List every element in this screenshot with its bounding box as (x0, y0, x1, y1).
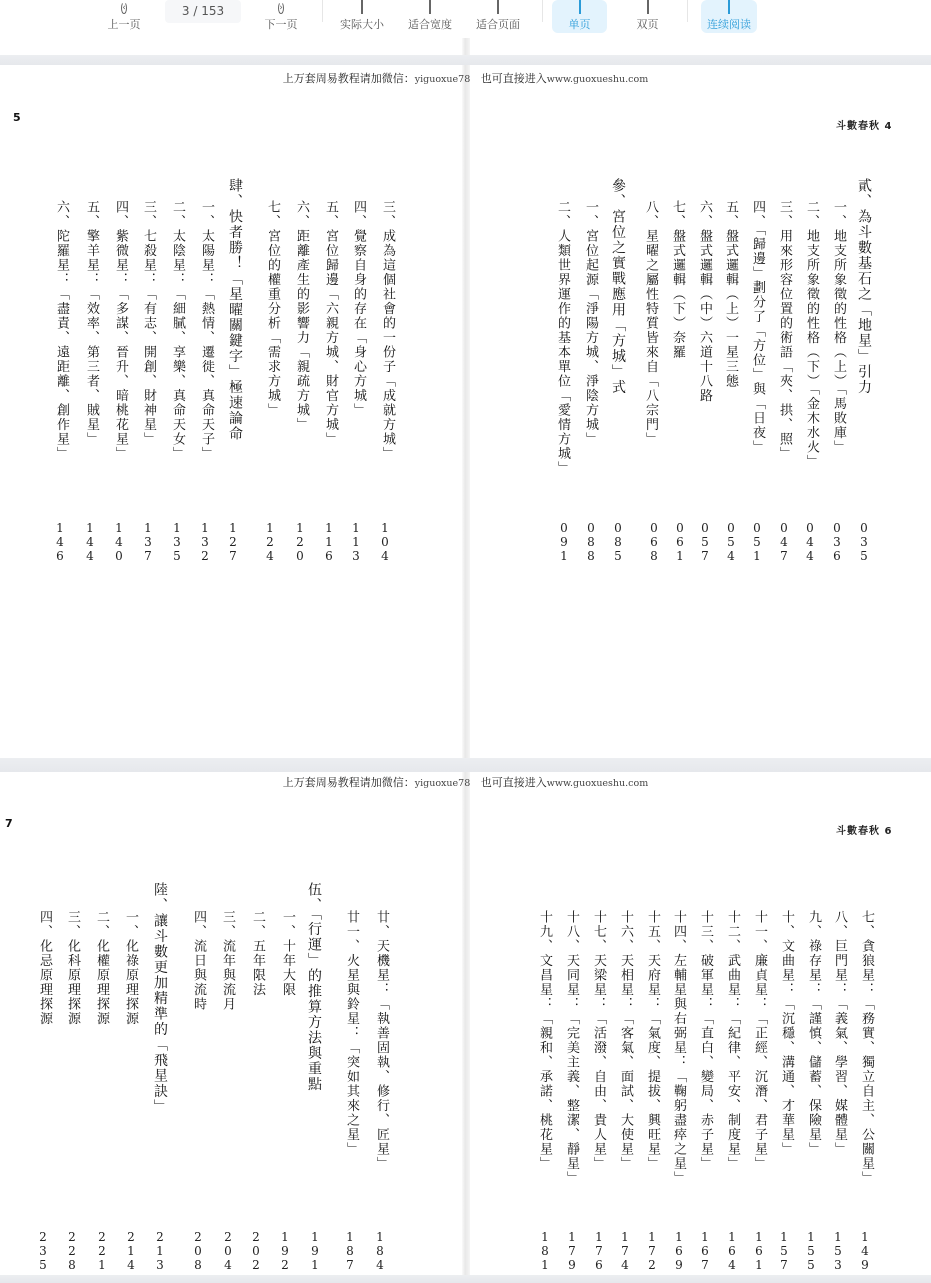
toc-heading: 陸、讓斗數更加精準的「飛星訣」 (152, 882, 168, 1115)
toc-page-number: 1 4 4 (86, 521, 94, 563)
toc-page-number: 0 8 5 (614, 521, 622, 563)
toc-page-number: 0 4 4 (806, 521, 814, 563)
toc-page-number: 0 5 4 (727, 521, 735, 563)
toc-entry: 十二、武曲星：「紀律、平安、制度星」 (725, 910, 740, 1171)
toc-entry: 一、太陽星：「熱情、遷徙、真命天子」 (199, 200, 214, 461)
single-page-button[interactable]: 单页 (552, 0, 607, 33)
toc-page-number: 1 5 5 (807, 1230, 815, 1272)
fit-width-icon (402, 0, 458, 14)
toc-page-number: 1 4 0 (115, 521, 123, 563)
toc-entry: 十七、天梁星：「活潑、自由、貴人星」 (591, 910, 606, 1171)
toc-entry: 五、宮位歸邊「六親方城、財官方城」 (323, 200, 338, 447)
toc-page-number: 1 2 7 (229, 521, 237, 563)
toc-entry: 三、七殺星：「有志、開創、財神星」 (141, 200, 156, 447)
page-gutter (462, 772, 470, 1275)
toc-page-number: 1 6 4 (728, 1230, 736, 1272)
toc-entry: 七、宮位的權重分析「需求方城」 (265, 200, 280, 418)
toc-page-number: 1 9 1 (311, 1230, 319, 1272)
page-header: 斗數春秋 6 (836, 826, 893, 837)
toc-entry: 十八、天同星：「完美主義、整潔、靜星」 (564, 910, 579, 1186)
toc-page-number: 1 4 6 (56, 521, 64, 563)
toc-page-number: 0 8 8 (587, 521, 595, 563)
fit-width-button[interactable]: 适合宽度 (402, 0, 458, 34)
toc-heading: 貳、為斗數基石之「地星」引力 (856, 178, 872, 395)
toc-page-number: 0 6 8 (650, 521, 658, 563)
toc-entry: 十三、破軍星：「直白、變局、赤子星」 (698, 910, 713, 1171)
toc-page-number: 2 0 4 (224, 1230, 232, 1272)
page-separator (0, 1275, 931, 1283)
continuous-reading-button[interactable]: 连续阅读 (701, 0, 757, 33)
toc-page-number: 1 8 4 (376, 1230, 384, 1272)
toc-page-number: 0 4 7 (780, 521, 788, 563)
toc-entry: 四、流日與流時 (191, 910, 206, 1012)
toc-entry: 七、盤式邏輯（下）奈羅 (670, 200, 685, 360)
toc-entry: 十五、天府星：「氣度、提拔、興旺星」 (645, 910, 660, 1171)
toc-entry: 六、距離產生的影響力「親疏方城」 (294, 200, 309, 432)
chevron-right-circle-icon: › (279, 3, 283, 13)
toc-entry: 二、五年限法 (250, 910, 265, 997)
toc-heading: 肆、快者勝！「星曜關鍵字」極速論命 (227, 178, 243, 442)
toc-entry: 二、化權原理探源 (94, 910, 109, 1026)
toc-entry: 四、「歸邊」劃分了「方位」與「日夜」 (750, 200, 765, 455)
toc-page-number: 1 3 2 (201, 521, 209, 563)
toc-entry: 五、擎羊星：「效率、第三者、賊星」 (84, 200, 99, 447)
page-gutter (462, 65, 470, 758)
toc-entry: 二、地支所象徵的性格（下）「金木水火」 (804, 200, 819, 469)
watermark-banner: 上万套周易教程请加微信：yiguoxue78 也可直接进入www.guoxueshu.com (282, 72, 649, 85)
toc-page-number: 0 5 7 (701, 521, 709, 563)
toc-page-number: 1 1 6 (325, 521, 333, 563)
toc-page-number: 1 1 3 (352, 521, 360, 563)
toc-entry: 十四、左輔星與右弼星：「鞠躬盡瘁之星」 (671, 910, 686, 1186)
toc-heading: 伍、「行運」的推算方法與重點 (306, 882, 322, 1092)
toc-page-number: 2 1 3 (156, 1230, 164, 1272)
toc-page-number: 0 3 5 (860, 521, 868, 563)
toc-page-number: 1 5 7 (780, 1230, 788, 1272)
actual-size-button[interactable]: 实际大小 (334, 0, 390, 34)
pdf-page-spread-2 (0, 772, 931, 1275)
toc-page-number: 2 3 5 (39, 1230, 47, 1272)
toc-entry: 九、祿存星：「謹慎、儲蓄、保險星」 (806, 910, 821, 1157)
toc-page-number: 2 0 2 (252, 1230, 260, 1272)
toc-page-number: 1 8 1 (541, 1230, 549, 1272)
double-page-button[interactable]: 双页 (620, 0, 675, 34)
toolbar-divider (542, 0, 543, 22)
toc-heading: 參、宮位之實戰應用「方城」式 (610, 178, 626, 395)
toc-page-number: 1 7 4 (621, 1230, 629, 1272)
single-page-icon (552, 0, 607, 14)
toc-entry: 四、紫微星：「多謀、晉升、暗桃花星」 (113, 200, 128, 461)
toolbar-divider (322, 0, 323, 22)
current-page-input[interactable]: 3 (181, 4, 190, 18)
toc-entry: 七、貪狼星：「務實、獨立自主、公關星」 (859, 910, 874, 1186)
toc-page-number: 0 5 1 (753, 521, 761, 563)
toc-page-number: 1 2 4 (266, 521, 274, 563)
toc-entry: 三、用來形容位置的術語「夾、拱、照」 (777, 200, 792, 461)
pdf-toolbar (0, 0, 931, 38)
double-page-icon (620, 0, 675, 14)
pdf-page-previous (0, 38, 931, 55)
toc-page-number: 1 6 1 (755, 1230, 763, 1272)
toc-entry: 一、十年大限 (280, 910, 295, 997)
toc-page-number: 2 2 8 (68, 1230, 76, 1272)
toc-page-number: 2 2 1 (98, 1230, 106, 1272)
toc-entry: 十六、天相星：「客氣、面試、大使星」 (618, 910, 633, 1171)
page-separator (0, 758, 931, 772)
toc-entry: 三、化科原理探源 (65, 910, 80, 1026)
toc-entry: 二、太陰星：「細膩、享樂、真命天女」 (170, 200, 185, 461)
toc-entry: 十、文曲星：「沉穩、溝通、才華星」 (779, 910, 794, 1157)
page-header: 斗數春秋 4 (836, 121, 893, 132)
toc-entry: 四、覺察自身的存在「身心方城」 (351, 200, 366, 418)
toc-page-number: 1 5 3 (834, 1230, 842, 1272)
page-separator (0, 55, 931, 65)
toc-entry: 五、盤式邏輯（上）一星三態 (723, 200, 738, 389)
toc-entry: 一、化祿原理探源 (123, 910, 138, 1026)
toc-entry: 六、盤式邏輯（中）六道十八路 (697, 200, 712, 403)
toolbar-divider (687, 0, 688, 22)
toc-page-number: 2 0 8 (194, 1230, 202, 1272)
toc-page-number: 1 2 0 (296, 521, 304, 563)
toc-entry: 三、流年與流月 (220, 910, 235, 1012)
toc-entry: 廿、天機星：「執善固執、修行、匠星」 (374, 910, 389, 1171)
toc-entry: 四、化忌原理探源 (37, 910, 52, 1026)
toc-page-number: 1 6 9 (675, 1230, 683, 1272)
toc-page-number: 1 4 9 (861, 1230, 869, 1272)
continuous-reading-icon (701, 0, 757, 14)
page-number: 7 (5, 817, 13, 830)
toc-page-number: 2 1 4 (127, 1230, 135, 1272)
toc-page-number: 1 3 5 (173, 521, 181, 563)
toc-entry: 三、成為這個社會的一份子「成就方城」 (380, 200, 395, 461)
page-number: 5 (13, 111, 21, 124)
fit-page-icon (470, 0, 526, 14)
toc-page-number: 1 7 2 (648, 1230, 656, 1272)
actual-size-icon (334, 0, 390, 14)
toc-page-number: 1 0 4 (381, 521, 389, 563)
toc-entry: 六、陀羅星：「盡責、遠距離、創作星」 (54, 200, 69, 461)
toc-entry: 十一、廉貞星：「正經、沉潛、君子星」 (752, 910, 767, 1171)
toc-entry: 二、人類世界運作的基本單位「愛情方城」 (555, 200, 570, 476)
prev-page-button[interactable]: ‹ 上一页 (102, 0, 146, 34)
page-gutter (462, 38, 470, 55)
toc-page-number: 0 3 6 (833, 521, 841, 563)
toc-page-number: 0 9 1 (560, 521, 568, 563)
toc-page-number: 0 6 1 (676, 521, 684, 563)
toc-entry: 一、地支所象徵的性格（上）「馬敗庫」 (831, 200, 846, 455)
toc-entry: 八、巨門星：「義氣、學習、媒體星」 (832, 910, 847, 1157)
toc-entry: 八、星曜之屬性特質皆來自「八宗門」 (643, 200, 658, 447)
page-indicator (165, 0, 241, 23)
toc-entry: 一、宮位起源「淨陽方城、淨陰方城」 (583, 200, 598, 447)
toc-page-number: 1 3 7 (144, 521, 152, 563)
toc-page-number: 1 9 2 (281, 1230, 289, 1272)
toc-entry: 十九、文昌星：「親和、承諾、桃花星」 (537, 910, 552, 1171)
total-pages: / 153 (193, 4, 225, 18)
next-page-button[interactable]: › 下一页 (259, 0, 303, 34)
watermark-banner: 上万套周易教程请加微信：yiguoxue78 也可直接进入www.guoxueshu.com (282, 776, 649, 789)
toc-page-number: 1 7 9 (568, 1230, 576, 1272)
pdf-page-spread-1 (0, 65, 931, 758)
toc-page-number: 1 7 6 (595, 1230, 603, 1272)
chevron-left-circle-icon: ‹ (122, 3, 126, 13)
toc-page-number: 1 8 7 (346, 1230, 354, 1272)
toc-page-number: 1 6 7 (701, 1230, 709, 1272)
fit-page-button[interactable]: 适合页面 (470, 0, 526, 34)
toc-entry: 廿一、火星與鈴星：「突如其來之星」 (344, 910, 359, 1157)
